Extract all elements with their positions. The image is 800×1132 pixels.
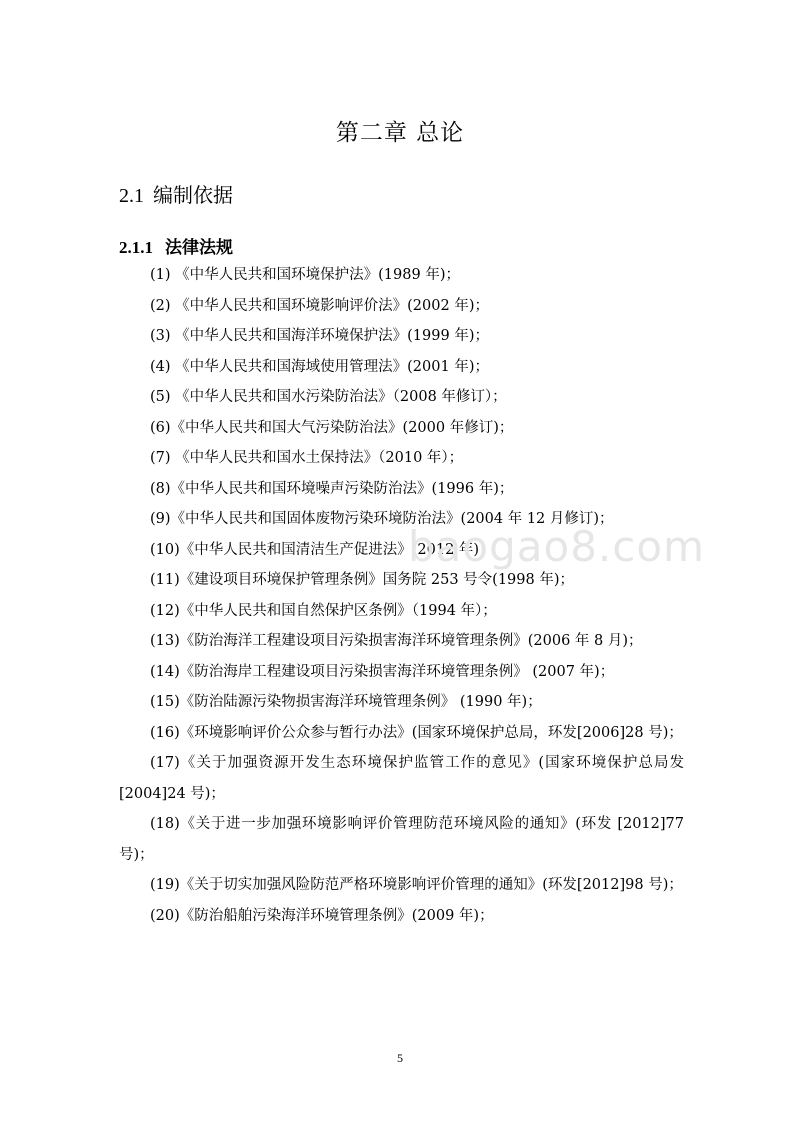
section-title: 编制依据 [153, 183, 233, 207]
list-item: (11)《建设项目环境保护管理条例》国务院 253 号令(1998 年)； [150, 572, 574, 588]
subsection-title: 法律法规 [165, 238, 233, 258]
list-item: (7) 《中华人民共和国水土保持法》（2010 年）； [150, 450, 464, 466]
list-item: (19)《关于切实加强风险防范严格环境影响评价管理的通知》(环发[2012]98 号)； [150, 877, 683, 893]
list-item: (4) 《中华人民共和国海域使用管理法》(2001 年)； [150, 358, 489, 375]
section-heading [119, 179, 233, 208]
page-number: 5 [397, 1051, 403, 1065]
list-item: (5) 《中华人民共和国水污染防治法》（2008 年修订）； [150, 389, 507, 405]
list-item: (8)《中华人民共和国环境噪声污染防治法》(1996 年)； [150, 480, 514, 497]
list-item: (10)《中华人民共和国清洁生产促进法》(2012 年)； [150, 541, 494, 558]
list-item: (9)《中华人民共和国固体废物污染环境防治法》(2004 年 12 月修订)； [150, 511, 614, 527]
subsection-number: 2.1.1 [119, 238, 153, 257]
list-item: (6)《中华人民共和国大气污染防治法》(2000 年修订)； [150, 419, 514, 436]
list-item: (12)《中华人民共和国自然保护区条例》（1994 年）； [150, 602, 497, 619]
list-item: (1) 《中华人民共和国环境保护法》(1989 年)； [150, 267, 460, 283]
list-item: (2) 《中华人民共和国环境影响评价法》(2002 年)； [150, 297, 489, 314]
regulation-list [119, 260, 684, 931]
subsection-heading [119, 233, 233, 258]
list-item: (18)《关于进一步加强环境影响评价管理防范环境风险的通知》(环发 [2012]77 号)； [119, 816, 684, 863]
list-item: (13)《防治海洋工程建设项目污染损害海洋环境管理条例》(2006 年 8 月)； [150, 633, 643, 649]
list-item: (20)《防治船舶污染海洋环境管理条例》(2009 年)； [150, 907, 494, 924]
chapter-title: 第二章 总论 [335, 120, 465, 146]
watermark: baogao8.com [408, 522, 705, 571]
section-number: 2.1 [119, 185, 144, 207]
list-item: (15)《防治陆源污染物损害海洋环境管理条例》 (1990 年)； [150, 694, 542, 710]
list-item: (14)《防治海岸工程建设项目污染损害海洋环境管理条例》 (2007 年)； [150, 663, 615, 680]
list-item: (16)《环境影响评价公众参与暂行办法》(国家环境保护总局，环发[2006]28 号)； [150, 724, 683, 741]
list-item: (17)《关于加强资源开发生态环境保护监管工作的意见》(国家环境保护总局发[2004]24 号)； [119, 755, 684, 802]
list-item: (3) 《中华人民共和国海洋环境保护法》(1999 年)； [150, 328, 489, 344]
